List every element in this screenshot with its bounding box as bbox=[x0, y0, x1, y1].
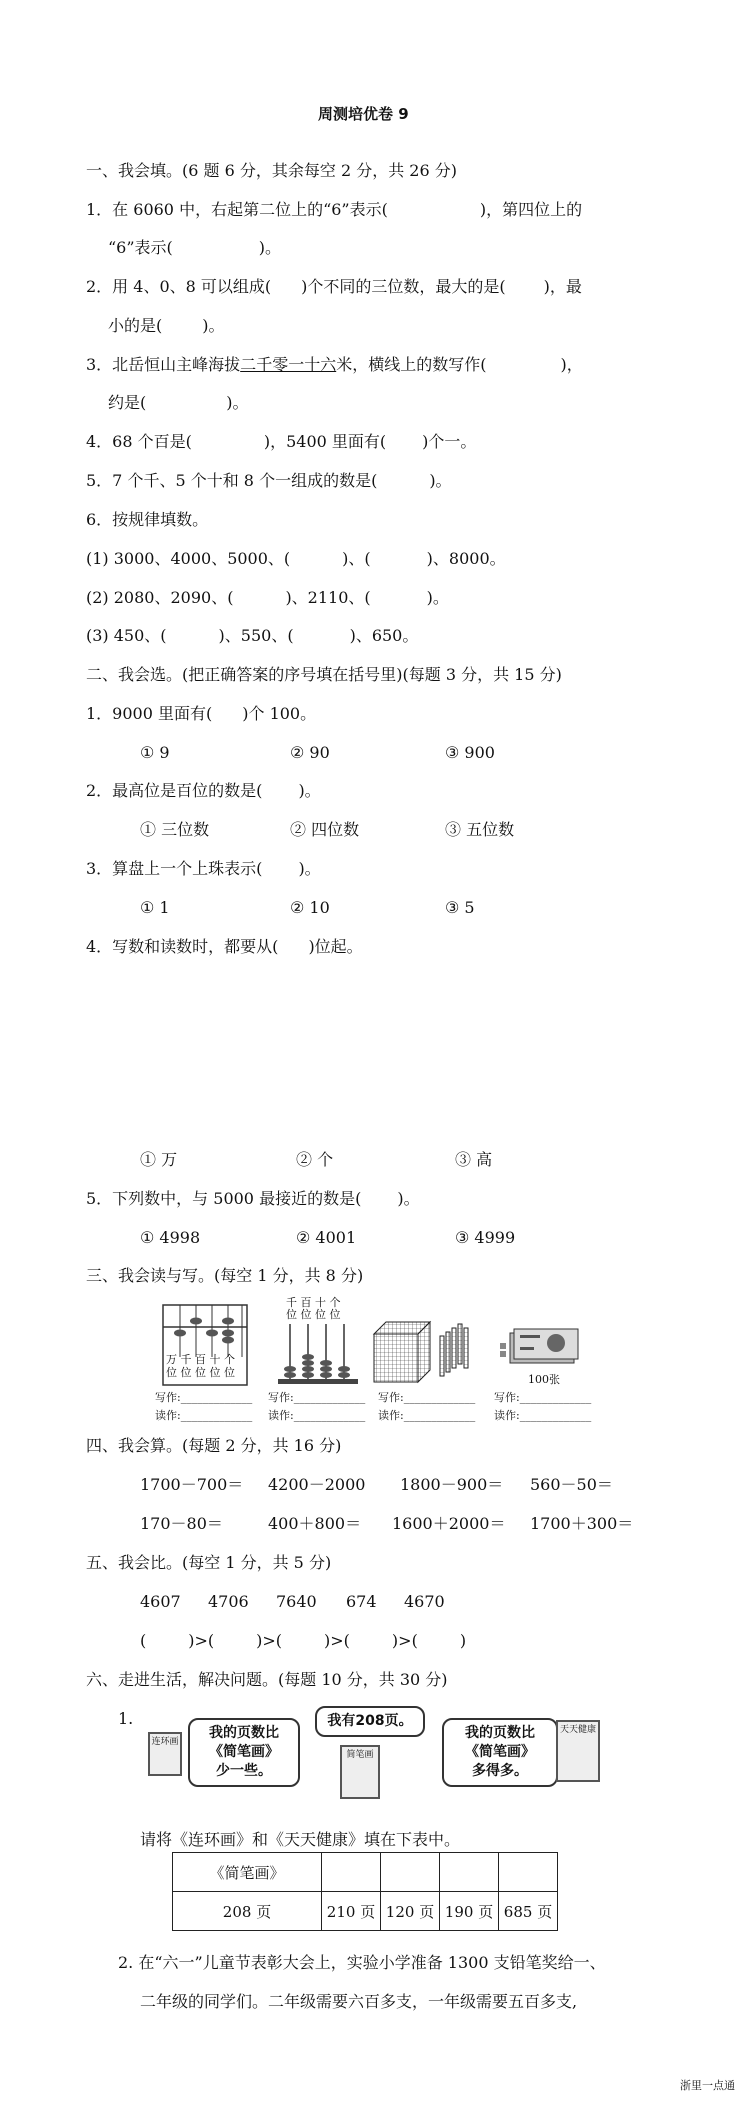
s2-q4-option-3: ③ 高 bbox=[455, 1150, 493, 1169]
s2-q4-text-a: 4．写数和读数时，都要从( bbox=[86, 937, 279, 956]
table-row bbox=[173, 1853, 558, 1892]
s1-q1-text-c: “6”表示( bbox=[108, 238, 173, 257]
s1-q3-text-b: 米，横线上的数写作( bbox=[336, 355, 487, 374]
s1-q4-text-a: 4．68 个百是( bbox=[86, 432, 192, 451]
s2-q2-option-3: ③ 五位数 bbox=[445, 820, 515, 839]
s1-q1-text-d: )。 bbox=[258, 238, 282, 257]
cmp-p0: ( bbox=[140, 1631, 147, 1650]
s1-q2-text-a: 2．用 4、0、8 可以组成( bbox=[86, 277, 272, 296]
table-cell: 190 页 bbox=[440, 1892, 499, 1931]
s1-q6-2-text-a: (2) 2080、2090、( bbox=[86, 588, 234, 607]
speech-bubble-1 bbox=[188, 1718, 300, 1787]
table-cell bbox=[322, 1853, 381, 1892]
s6-instruction: 请将《连环画》和《天天健康》填在下表中。 bbox=[140, 1830, 461, 1849]
s2-q4-option-1: ① 万 bbox=[140, 1150, 178, 1169]
cmp-num-3: 7640 bbox=[276, 1592, 317, 1611]
counter-pos-3: 位 bbox=[315, 1308, 326, 1321]
s2-q4-text-b: )位起。 bbox=[308, 937, 363, 956]
s6-q2-line1: 2. 在“六一”儿童节表彰大会上，实验小学准备 1300 支铅笔奖给一、 bbox=[118, 1953, 606, 1972]
table-cell: 120 页 bbox=[381, 1892, 440, 1931]
s1-q4-text-c: )个一。 bbox=[422, 432, 477, 451]
abacus-pos-5: 位 bbox=[224, 1366, 235, 1379]
calc-5: 170－80＝ bbox=[140, 1514, 223, 1533]
table-cell bbox=[499, 1853, 558, 1892]
s2-q4-option-2: ② 个 bbox=[296, 1150, 334, 1169]
page-title: 周测培优卷 9 bbox=[318, 105, 409, 123]
cmp-p1: )>( bbox=[188, 1631, 215, 1650]
s1-q6-1-text-c: )、8000。 bbox=[426, 549, 506, 568]
write-line-2: 写作:_____________ bbox=[268, 1391, 366, 1404]
section-6-heading: 六、走进生活，解决问题。(每题 10 分，共 30 分) bbox=[86, 1670, 448, 1689]
money-label: 100张 bbox=[528, 1373, 560, 1386]
bubble3-line3: 多得多。 bbox=[472, 1763, 528, 1779]
cmp-num-5: 4670 bbox=[404, 1592, 445, 1611]
s1-q6-2-text-b: )、2110、( bbox=[285, 588, 371, 607]
book-tiantianjiankang-title: 天天健康 bbox=[559, 1725, 596, 1735]
cmp-num-1: 4607 bbox=[140, 1592, 181, 1611]
bubble3-line2: 《简笔画》 bbox=[465, 1744, 535, 1760]
s1-q6: 6．按规律填数。 bbox=[86, 510, 209, 529]
money-figure bbox=[500, 1325, 580, 1369]
s2-q2-option-1: ① 三位数 bbox=[140, 820, 210, 839]
s2-q1-option-1: ① 9 bbox=[140, 743, 170, 762]
s2-q2-text-b: )。 bbox=[298, 781, 321, 800]
cubes-figure bbox=[372, 1320, 482, 1386]
counter-figure bbox=[278, 1322, 358, 1386]
s1-q1-line2 bbox=[108, 238, 281, 258]
bubble3-line1: 我的页数比 bbox=[465, 1725, 535, 1741]
section-4-heading: 四、我会算。(每题 2 分，共 16 分) bbox=[86, 1436, 342, 1455]
counter-pos-4: 位 bbox=[329, 1308, 341, 1321]
read-line-2: 读作:_____________ bbox=[268, 1409, 366, 1422]
s1-q6-3-text-a: (3) 450、( bbox=[86, 626, 167, 645]
bubble1-line2: 《简笔画》 bbox=[209, 1744, 279, 1760]
book-jianbihua-title: 简笔画 bbox=[346, 1750, 374, 1760]
s2-q1-text-b: )个 100。 bbox=[242, 704, 317, 723]
counter-label-bai: 百 bbox=[300, 1296, 312, 1309]
read-label-4: 读作: bbox=[494, 1409, 520, 1422]
s2-q1-text-a: 1．9000 里面有( bbox=[86, 704, 213, 723]
cmp-p3: )>( bbox=[324, 1631, 350, 1650]
speech-bubble-2: 我有208页。 bbox=[315, 1706, 425, 1737]
s1-q4 bbox=[86, 432, 476, 452]
s1-q6-2-text-c: )。 bbox=[426, 588, 449, 607]
calc-8: 1700＋300＝ bbox=[530, 1514, 634, 1533]
table-cell bbox=[381, 1853, 440, 1892]
cmp-num-2: 4706 bbox=[208, 1592, 249, 1611]
book-tiantianjiankang bbox=[556, 1720, 600, 1782]
abacus-pos-3: 位 bbox=[195, 1366, 206, 1379]
book-lianhuanhua-title: 连环画 bbox=[151, 1737, 179, 1747]
s1-q3-text-e: )。 bbox=[226, 393, 249, 412]
s1-q6-1-text-a: (1) 3000、4000、5000、( bbox=[86, 549, 291, 568]
s1-q6-3-text-b: )、550、( bbox=[218, 626, 294, 645]
counter-label-ge: 个 bbox=[329, 1296, 341, 1309]
write-line-3: 写作:_____________ bbox=[378, 1391, 476, 1404]
s1-q2-text-e: )。 bbox=[202, 316, 225, 335]
s1-q5-text-a: 5．7 个千、5 个十和 8 个一组成的数是( bbox=[86, 471, 378, 490]
abacus-pos-2: 位 bbox=[180, 1366, 192, 1379]
read-label-3: 读作: bbox=[378, 1409, 404, 1422]
abacus-place-labels bbox=[166, 1353, 235, 1379]
s2-q3-option-1: ① 1 bbox=[140, 898, 170, 917]
s2-q5-text-b: )。 bbox=[397, 1189, 420, 1208]
write-label-2: 写作: bbox=[268, 1391, 294, 1404]
s1-q3-text-d: 约是( bbox=[108, 393, 147, 412]
section-3-heading: 三、我会读与写。(每空 1 分，共 8 分) bbox=[86, 1266, 364, 1285]
counter-label-qian: 千 bbox=[286, 1296, 297, 1309]
pages-table bbox=[172, 1852, 558, 1931]
counter-label-shi: 十 bbox=[315, 1296, 326, 1309]
write-line-4: 写作:_____________ bbox=[494, 1391, 592, 1404]
abacus-label-bai: 百 bbox=[195, 1353, 206, 1366]
s6-q2-line2: 二年级的同学们。二年级需要六百多支，一年级需要五百多支, bbox=[140, 1992, 578, 2011]
s2-q5 bbox=[86, 1189, 420, 1209]
write-label-4: 写作: bbox=[494, 1391, 520, 1404]
section-1-heading: 一、我会填。(6 题 6 分，其余每空 2 分，共 26 分) bbox=[86, 161, 457, 180]
table-cell: 685 页 bbox=[499, 1892, 558, 1931]
read-line-4: 读作:_____________ bbox=[494, 1409, 592, 1422]
s1-q1-text-a: 1．在 6060 中，右起第二位上的“6”表示( bbox=[86, 200, 388, 219]
s2-q5-option-2: ② 4001 bbox=[296, 1228, 357, 1247]
section-5-heading: 五、我会比。(每空 1 分，共 5 分) bbox=[86, 1553, 332, 1572]
s2-q1-option-2: ② 90 bbox=[290, 743, 330, 762]
section-2-heading: 二、我会选。(把正确答案的序号填在括号里)(每题 3 分，共 15 分) bbox=[86, 665, 562, 684]
calc-2: 4200－2000 bbox=[268, 1475, 366, 1494]
read-label-1: 读作: bbox=[155, 1409, 181, 1422]
s2-q2 bbox=[86, 781, 321, 801]
s2-q3-text-a: 3．算盘上一个上珠表示( bbox=[86, 859, 263, 878]
cmp-blanks bbox=[140, 1631, 466, 1651]
s2-q1-option-3: ③ 900 bbox=[445, 743, 495, 762]
book-jianbihua bbox=[340, 1745, 380, 1799]
s6-q1-number: 1. bbox=[118, 1709, 134, 1728]
s1-q3-line1 bbox=[86, 355, 583, 375]
counter-pos-2: 位 bbox=[300, 1308, 312, 1321]
table-cell: 210 页 bbox=[322, 1892, 381, 1931]
s2-q5-text-a: 5．下列数中，与 5000 最接近的数是( bbox=[86, 1189, 362, 1208]
abacus-label-qian: 千 bbox=[180, 1353, 192, 1366]
counter-place-labels bbox=[286, 1297, 341, 1321]
table-cell: 《简笔画》 bbox=[173, 1853, 322, 1892]
s2-q3 bbox=[86, 859, 321, 879]
s1-q6-3-text-c: )、650。 bbox=[349, 626, 419, 645]
book-lianhuanhua bbox=[148, 1732, 182, 1776]
write-label-3: 写作: bbox=[378, 1391, 404, 1404]
cmp-p5: ) bbox=[459, 1631, 467, 1650]
abacus-pos-4: 位 bbox=[209, 1366, 221, 1379]
s2-q5-option-1: ① 4998 bbox=[140, 1228, 201, 1247]
abacus-label-ge: 个 bbox=[224, 1353, 235, 1366]
s1-q3-text-c: )， bbox=[560, 355, 583, 374]
s1-q6-3 bbox=[86, 626, 418, 646]
table-cell: 208 页 bbox=[173, 1892, 322, 1931]
s1-q3-text-a: 3．北岳恒山主峰海拔 bbox=[86, 355, 241, 374]
footer-brand: 浙里一点通 bbox=[680, 2079, 735, 2092]
calc-6: 400＋800＝ bbox=[268, 1514, 362, 1533]
cmp-p2: )>( bbox=[256, 1631, 283, 1650]
bubble1-line3: 少一些。 bbox=[216, 1763, 272, 1779]
table-row bbox=[173, 1892, 558, 1931]
s1-q2-text-b: )个不同的三位数，最大的是( bbox=[301, 277, 506, 296]
abacus-label-shi: 十 bbox=[209, 1353, 221, 1366]
s1-q5 bbox=[86, 471, 452, 491]
read-label-2: 读作: bbox=[268, 1409, 294, 1422]
s1-q5-text-b: )。 bbox=[429, 471, 452, 490]
calc-7: 1600＋2000＝ bbox=[392, 1514, 506, 1533]
s1-q4-text-b: )，5400 里面有( bbox=[263, 432, 387, 451]
bubble1-line1: 我的页数比 bbox=[209, 1725, 279, 1741]
s1-q6-1 bbox=[86, 549, 506, 569]
abacus-pos-1: 位 bbox=[166, 1366, 177, 1379]
write-line-1: 写作:_____________ bbox=[155, 1391, 253, 1404]
s2-q3-option-3: ③ 5 bbox=[445, 898, 475, 917]
s1-q3-line2 bbox=[108, 393, 249, 413]
s1-q3-underlined: 二千零一十六 bbox=[240, 355, 337, 374]
s1-q2-text-d: 小的是( bbox=[108, 316, 163, 335]
s2-q4 bbox=[86, 937, 363, 957]
s1-q1-text-b: )，第四位上的 bbox=[479, 200, 583, 219]
table-cell bbox=[440, 1853, 499, 1892]
s1-q2-line1 bbox=[86, 277, 582, 297]
write-label-1: 写作: bbox=[155, 1391, 181, 1404]
read-line-1: 读作:_____________ bbox=[155, 1409, 253, 1422]
s1-q6-2 bbox=[86, 588, 449, 608]
s2-q2-text-a: 2．最高位是百位的数是( bbox=[86, 781, 263, 800]
s1-q1-line1 bbox=[86, 200, 582, 220]
calc-3: 1800－900＝ bbox=[400, 1475, 504, 1494]
cmp-p4: )>( bbox=[391, 1631, 418, 1650]
speech-bubble-3 bbox=[442, 1718, 558, 1787]
s1-q6-1-text-b: )、( bbox=[342, 549, 371, 568]
counter-pos-1: 位 bbox=[286, 1308, 297, 1321]
s2-q5-option-3: ③ 4999 bbox=[455, 1228, 516, 1247]
calc-4: 560－50＝ bbox=[530, 1475, 613, 1494]
s2-q3-option-2: ② 10 bbox=[290, 898, 330, 917]
calc-1: 1700－700＝ bbox=[140, 1475, 244, 1494]
cmp-num-4: 674 bbox=[346, 1592, 377, 1611]
abacus-label-wan: 万 bbox=[166, 1353, 177, 1366]
s2-q2-option-2: ② 四位数 bbox=[290, 820, 360, 839]
read-line-3: 读作:_____________ bbox=[378, 1409, 476, 1422]
s1-q2-text-c: )，最 bbox=[543, 277, 582, 296]
s2-q3-text-b: )。 bbox=[298, 859, 321, 878]
s2-q1 bbox=[86, 704, 316, 724]
s1-q2-line2 bbox=[108, 316, 225, 336]
